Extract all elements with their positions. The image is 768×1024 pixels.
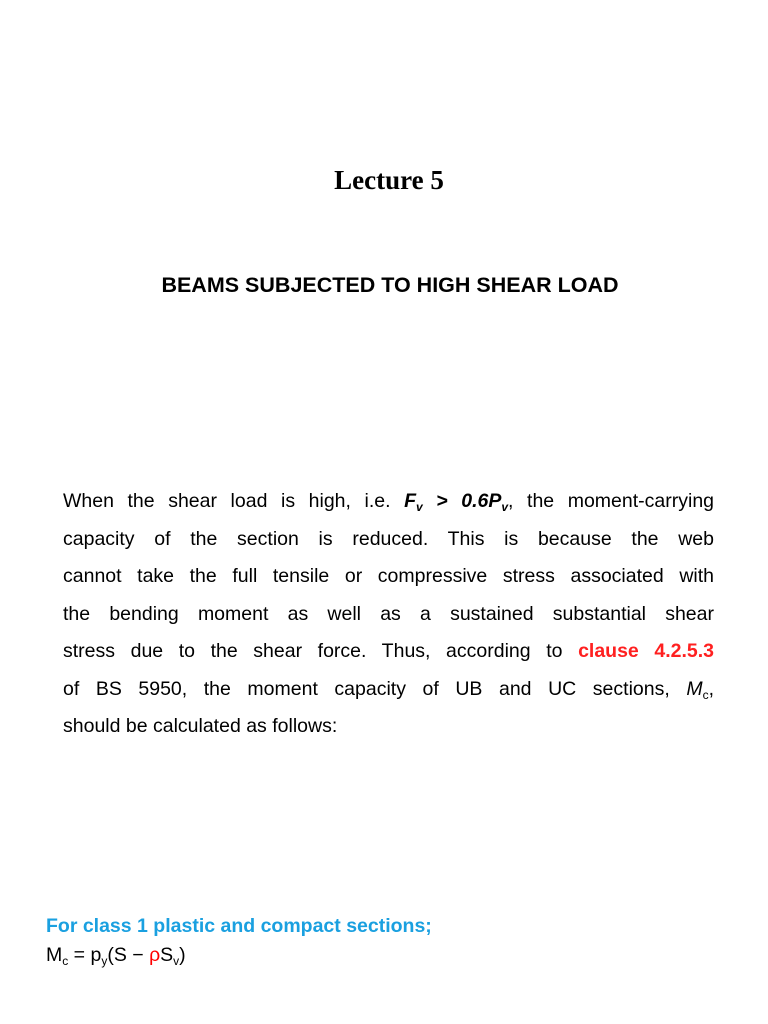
- paragraph-line-3: cannot take the full tensile or compressive stress associated with: [63, 565, 714, 587]
- paragraph-line-7: should be calculated as follows:: [63, 715, 338, 737]
- paragraph-line-4: the bending moment as well as a sustained substantial shear: [63, 602, 714, 625]
- paragraph-line-6: of BS 5950, the moment capacity of UB and UC sections, $M_c$,: [63, 677, 714, 702]
- class-heading: For class 1 plastic and compact sections;: [46, 915, 432, 937]
- moment-formula: $M_c = p_y(S - \rho S_v)$: [46, 944, 186, 968]
- shear-condition: $F_v > 0.6P_v$: [404, 490, 509, 514]
- moment-capacity-symbol: $M_c$: [686, 677, 709, 702]
- paragraph-line-5: stress due to the shear force. Thus, according to clause 4.2.5.3: [63, 640, 715, 662]
- body-paragraph: [63, 483, 714, 746]
- rho-symbol: ρ: [149, 944, 161, 966]
- paragraph-line-1: When the shear load is high, i.e. $F_v > 0.6P_v$, the moment-carrying: [63, 490, 715, 514]
- section-subtitle: BEAMS SUBJECTED TO HIGH SHEAR LOAD: [161, 273, 619, 297]
- lecture-title: Lecture 5: [334, 165, 444, 195]
- clause-reference: clause 4.2.5.3: [578, 640, 715, 662]
- paragraph-line-2: capacity of the section is reduced. This is because the web: [63, 527, 714, 550]
